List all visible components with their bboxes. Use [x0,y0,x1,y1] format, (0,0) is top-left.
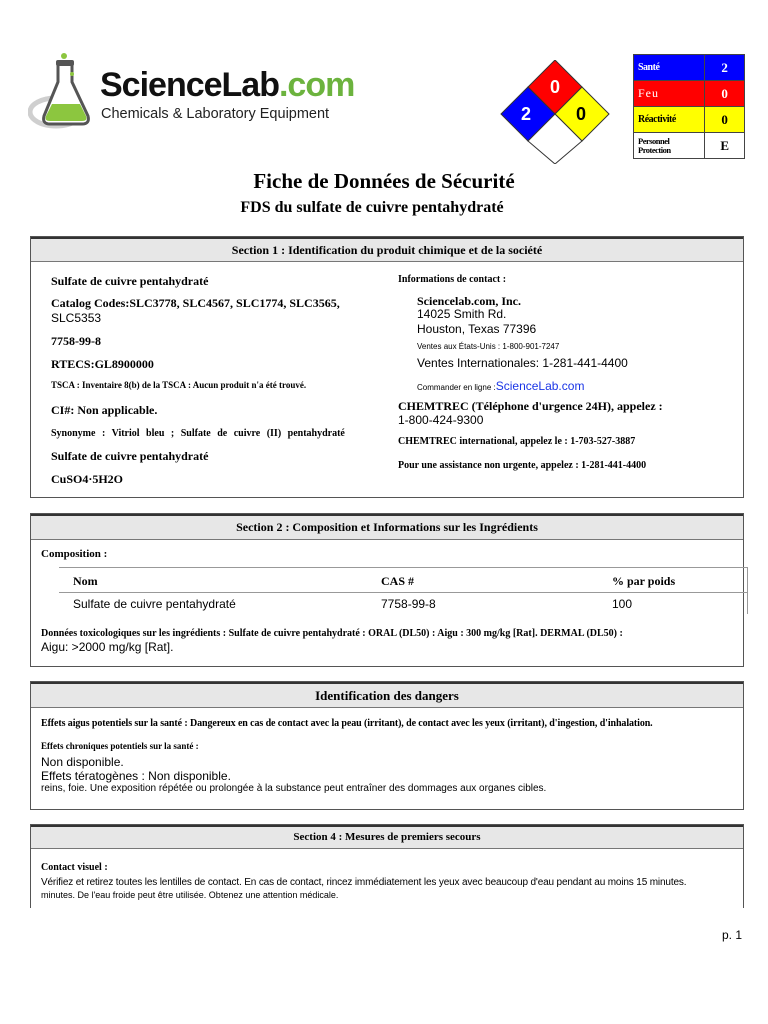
chronic-not-available: Non disponible. [41,755,124,769]
composition-table [59,567,748,614]
section-1-header: Section 1 : Identification du produit chimique et de la société [31,237,743,262]
logo-dotcom: .com [278,66,355,104]
hmis-value: E [705,133,745,159]
teratogenic-effects: Effets tératogènes : Non disponible. [41,769,231,783]
section-4 [30,824,744,908]
hmis-value: 0 [705,81,745,107]
order-online [417,377,584,395]
ci-number: CI#: Non applicable. [51,403,158,417]
hmis-value: 0 [705,107,745,133]
non-urgent-assistance: Pour une assistance non urgente, appelez : 1-281-441-4400 [398,460,647,471]
section-1 [30,236,744,498]
address-line-1: 14025 Smith Rd. [417,307,507,321]
toxicology-data-cont: Aigu: >2000 mg/kg [Rat]. [41,640,174,654]
page-number: p. 1 [722,928,743,942]
contact-label: Informations de contact : [398,274,507,285]
sciencelab-link[interactable]: ScienceLab.com [495,379,585,393]
ingredient-name: Sulfate de cuivre pentahydraté [73,597,236,611]
chemtrec-label: CHEMTREC (Téléphone d'urgence 24H), appelez : [398,399,663,413]
logo-science: Science [100,66,222,104]
acute-effects: Effets aigus potentiels sur la santé : Dangereux en cas de contact avec la peau (irritant), de contact avec les yeux (irritant), d'ingestion, d'inhalation. [41,718,653,729]
section-2-header: Section 2 : Composition et Informations sur les Ingrédients [31,514,743,540]
logo-wordmark [100,68,354,102]
hmis-row-reactivity [634,107,745,133]
hmis-row-protection [634,133,745,159]
synonym: Synonyme : Vitriol bleu ; Sulfate de cuivre (II) pentahydraté [51,428,345,439]
section-3-header: Identification des dangers [31,682,743,708]
hmis-row-health [634,55,745,81]
eye-contact-label: Contact visuel : [41,862,108,873]
composition-label: Composition : [41,548,108,560]
eye-contact-text: Vérifiez et retirez toutes les lentilles de contact. En cas de contact, rincez immédiatement les yeux avec beaucoup d'eau pendant au moins 15 minutes. [41,877,687,888]
nfpa-diamond [500,60,610,164]
company-name: Sciencelab.com, Inc. [417,294,521,308]
cas-number: 7758-99-8 [51,334,101,348]
chemical-formula: CuSO4·5H2O [51,472,124,486]
order-online-label: Commander en ligne : [417,383,496,392]
column-header-weight: % par poids [612,574,676,588]
hmis-label: Feu [634,81,705,107]
ingredient-cas: 7758-99-8 [381,597,436,611]
hmis-value: 2 [705,55,745,81]
ingredient-weight: 100 [612,597,633,611]
hmis-label: Personnel Protection [634,133,705,159]
nfpa-reactivity-value: 0 [575,103,587,124]
product-name: Sulfate de cuivre pentahydraté [51,274,209,288]
hmis-label: Santé [634,55,705,81]
flask-logo-icon [28,52,100,132]
catalog-codes: Catalog Codes:SLC3778, SLC4567, SLC1774, SLC3565, [51,296,340,310]
column-header-name: Nom [73,574,98,588]
chemtrec-phone: 1-800-424-9300 [398,413,484,427]
page-title: Fiche de Données de Sécurité [253,169,515,193]
tsca-status: TSCA : Inventaire 8(b) de la TSCA : Aucun produit n'a été trouvé. [51,380,307,390]
toxicology-data: Données toxicologiques sur les ingrédients : Sulfate de cuivre pentahydraté : ORAL (DL50) : Aigu : 300 mg/kg [Rat]. DERMAL (DL50) : [41,628,623,639]
nfpa-fire-value: 0 [549,76,561,97]
chronic-effects-label: Effets chroniques potentiels sur la santé : [41,741,199,751]
nfpa-health-value: 2 [520,103,532,124]
intl-sales: Ventes Internationales: 1-281-441-4400 [417,356,628,370]
logo-lab: Lab [221,66,279,104]
page-subtitle: FDS du sulfate de cuivre pentahydraté [240,199,504,216]
address-line-2: Houston, Texas 77396 [417,322,537,336]
target-organs: reins, foie. Une exposition répétée ou prolongée à la substance peut entraîner des dommages aux organes cibles. [41,783,547,794]
section-4-header: Section 4 : Mesures de premiers secours [31,825,743,849]
section-2 [30,513,744,667]
logo-tagline: Chemicals & Laboratory Equipment [101,106,330,122]
hmis-rating-table [633,54,745,159]
eye-contact-text-cont: minutes. De l'eau froide peut être utilisée. Obtenez une attention médicale. [41,890,339,900]
hmis-row-fire [634,81,745,107]
section-3 [30,681,744,810]
us-sales: Ventes aux États-Unis : 1-800-901-7247 [417,342,560,351]
chemical-name: Sulfate de cuivre pentahydraté [51,449,209,463]
rtecs-number: RTECS:GL8900000 [51,357,154,371]
column-header-cas: CAS # [381,574,415,588]
catalog-codes-cont: SLC5353 [51,311,102,325]
chemtrec-intl: CHEMTREC international, appelez le : 1-703-527-3887 [398,436,636,447]
hmis-label: Réactivité [634,107,705,133]
